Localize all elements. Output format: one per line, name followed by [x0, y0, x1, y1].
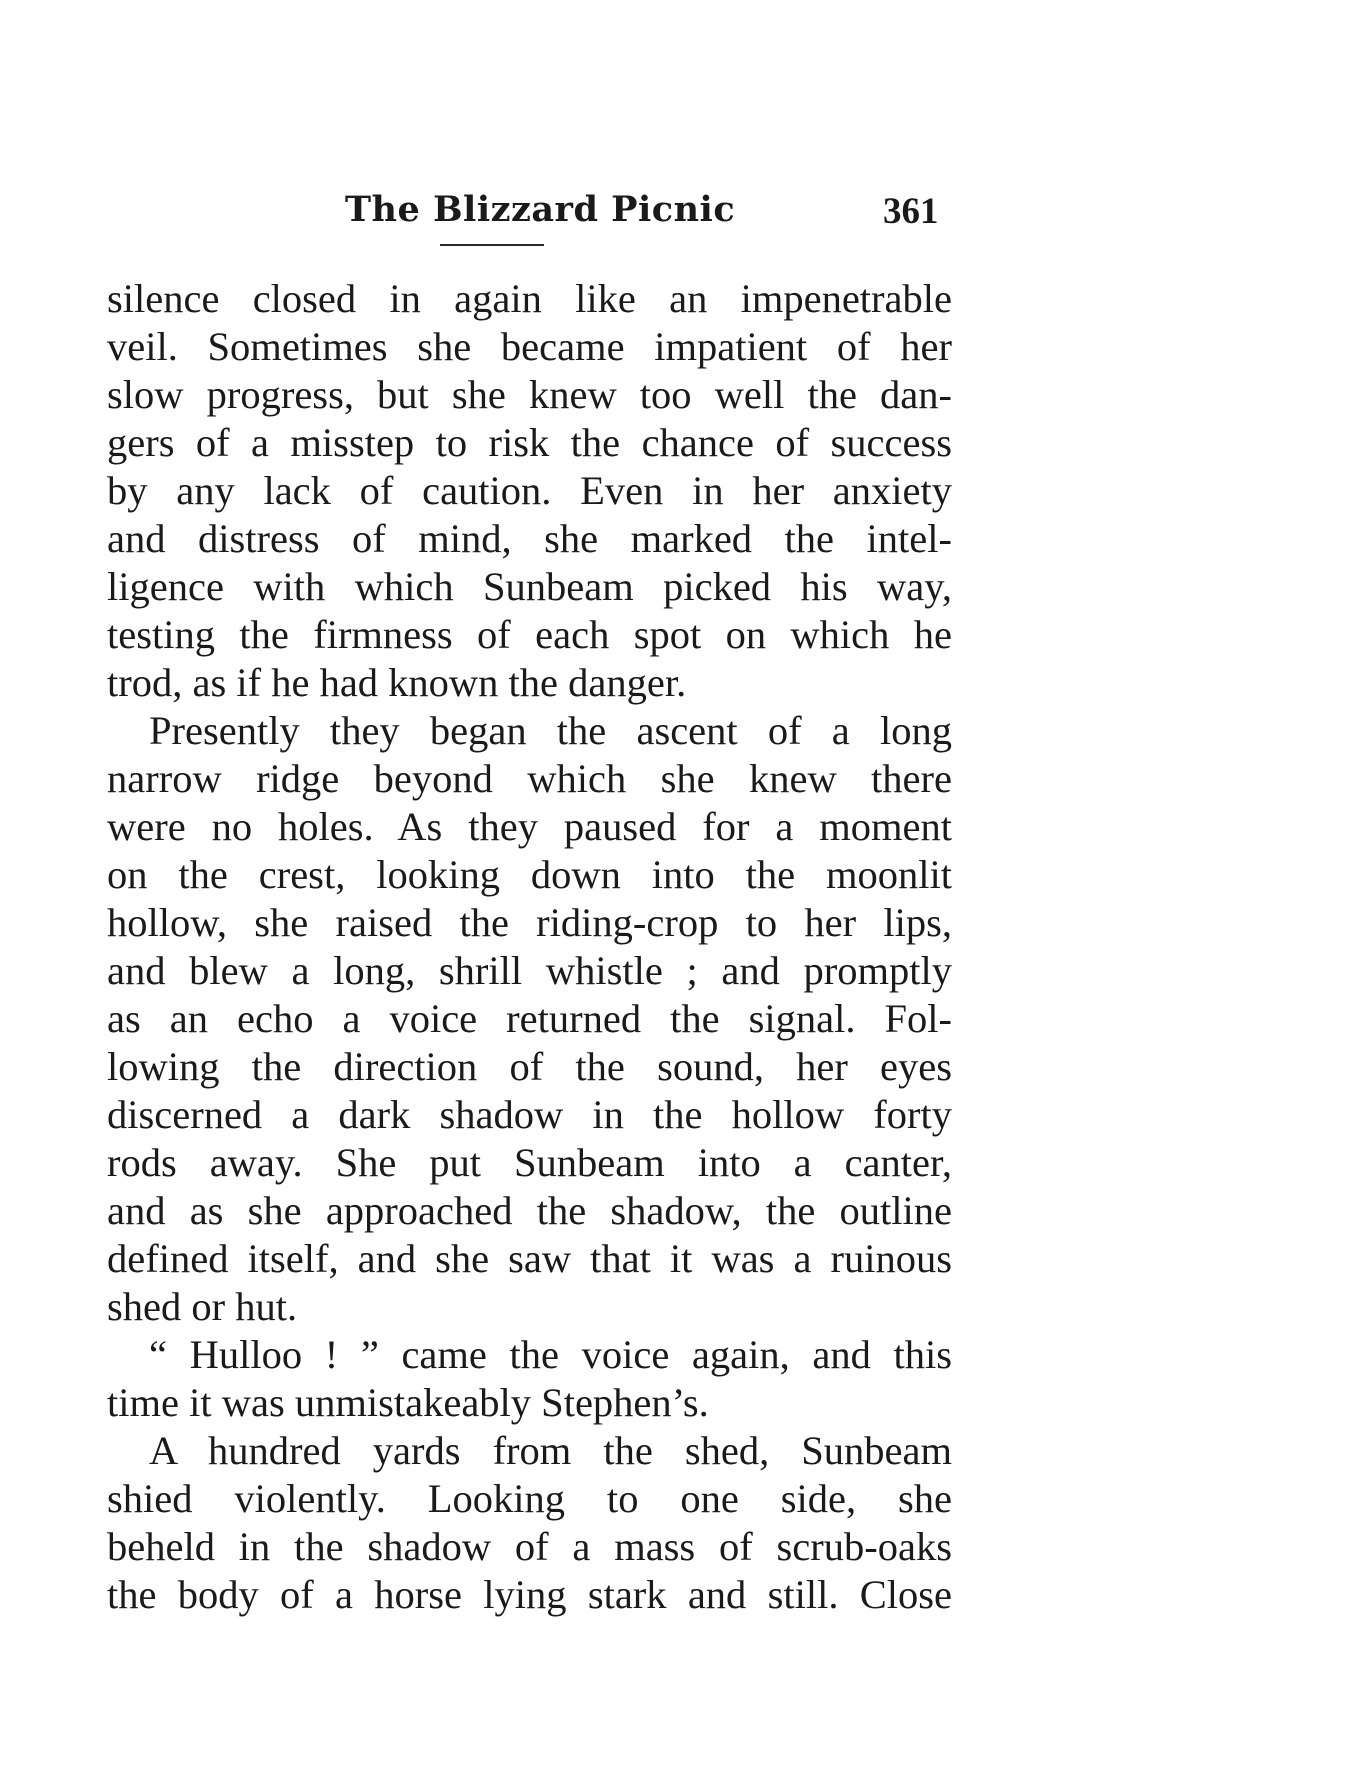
text-line: shed or hut. [107, 1284, 298, 1329]
running-title: The Blizzard Picnic [345, 189, 736, 230]
paragraph [107, 707, 952, 1331]
text-line: slow progress, but she knew too well the dan- [107, 372, 952, 417]
text-line: narrow ridge beyond which she knew there [107, 756, 952, 801]
text-line: and as she approached the shadow, the outline [107, 1188, 952, 1233]
text-line: veil. Sometimes she became impatient of her [107, 324, 952, 369]
paragraph [107, 1427, 952, 1619]
text-line: by any lack of caution. Even in her anxiety [107, 468, 952, 513]
paragraph [107, 1331, 952, 1427]
text-line: “ Hulloo ! ” came the voice again, and this [149, 1332, 952, 1377]
text-line: and distress of mind, she marked the intel- [107, 516, 952, 561]
text-line: time it was unmistakeably Stephen’s. [107, 1380, 709, 1425]
header-rule [440, 244, 544, 246]
text-line: the body of a horse lying stark and still. Close [107, 1572, 952, 1617]
text-line: shied violently. Looking to one side, she [107, 1476, 952, 1521]
paragraph [107, 275, 952, 707]
text-line: A hundred yards from the shed, Sunbeam [149, 1428, 952, 1473]
text-line: trod, as if he had known the danger. [107, 660, 687, 705]
text-line: as an echo a voice returned the signal. Fol- [107, 996, 952, 1041]
text-line: defined itself, and she saw that it was a ruinous [107, 1236, 952, 1281]
text-line: lowing the direction of the sound, her eyes [107, 1044, 952, 1089]
running-head [0, 188, 1353, 238]
text-line: discerned a dark shadow in the hollow forty [107, 1092, 952, 1137]
body-text [107, 275, 952, 1619]
text-line: were no holes. As they paused for a moment [107, 804, 952, 849]
text-line: ligence with which Sunbeam picked his way, [107, 564, 952, 609]
page-number: 361 [883, 191, 939, 232]
text-line: silence closed in again like an impenetrable [107, 276, 952, 321]
text-line: testing the firmness of each spot on which he [107, 612, 952, 657]
text-line: on the crest, looking down into the moonlit [107, 852, 952, 897]
text-line: beheld in the shadow of a mass of scrub-oaks [107, 1524, 952, 1569]
text-line: Presently they began the ascent of a long [149, 708, 952, 753]
text-line: gers of a misstep to risk the chance of success [107, 420, 952, 465]
text-line: and blew a long, shrill whistle ; and promptly [107, 948, 952, 993]
text-line: rods away. She put Sunbeam into a canter, [107, 1140, 952, 1185]
text-line: hollow, she raised the riding-crop to her lips, [107, 900, 952, 945]
